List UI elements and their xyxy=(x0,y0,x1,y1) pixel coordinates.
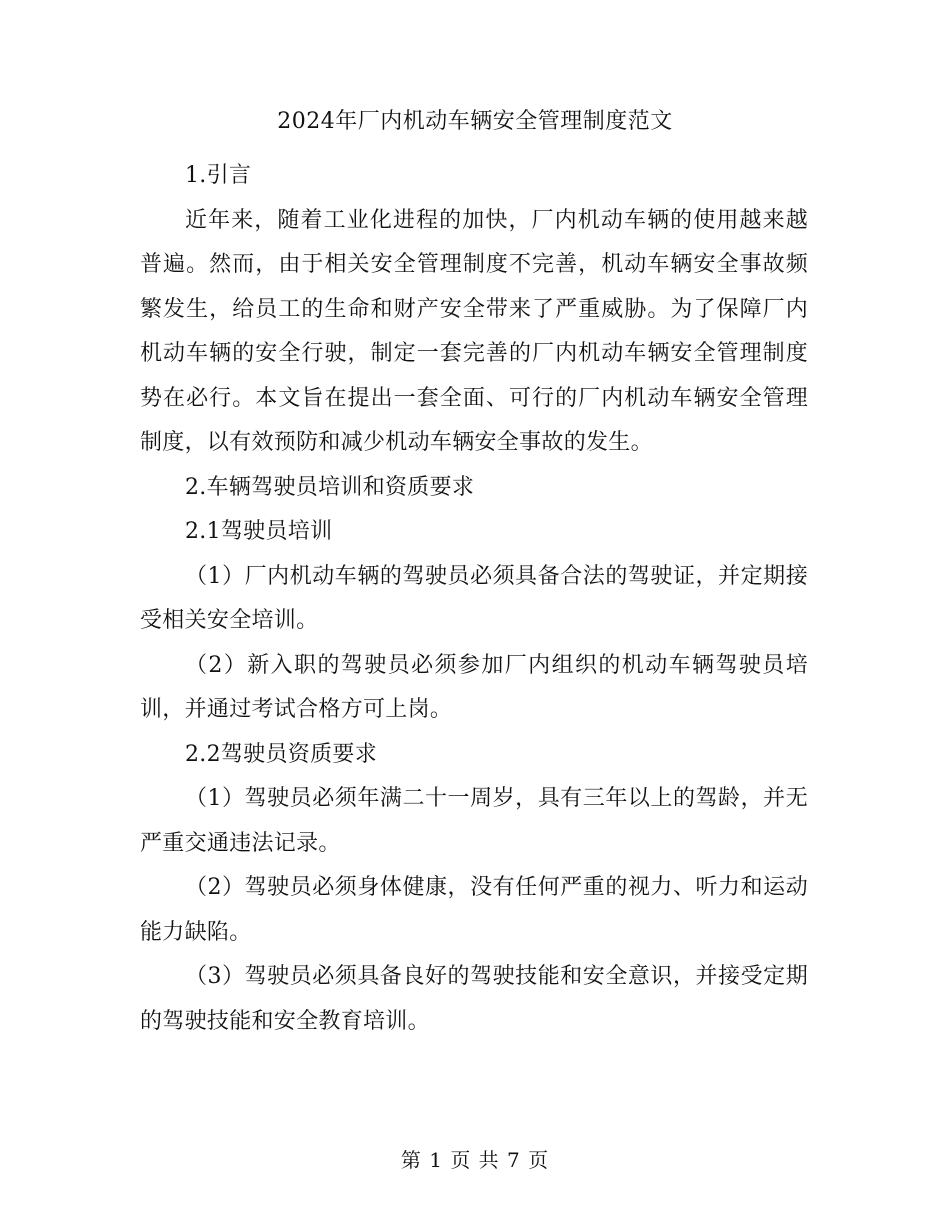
paragraph-introduction: 近年来，随着工业化进程的加快，厂内机动车辆的使用越来越普遍。然而，由于相关安全管理制度不完善，机动车辆安全事故频繁发生，给员工的生命和财产安全带来了严重威胁。为了保障厂内机动车辆的安全行驶，制定一套完善的厂内机动车辆安全管理制度势在必行。本文旨在提出一套全面、可行的厂内机动车辆安全管理制度，以有效预防和减少机动车辆安全事故的发生。 xyxy=(140,207,808,455)
heading-introduction: 1.引言 xyxy=(185,163,252,188)
list-item-training-1: （1）厂内机动车辆的驾驶员必须具备合法的驾驶证，并定期接受相关安全培训。 xyxy=(140,563,808,633)
document-body xyxy=(140,154,808,1044)
document-title: 2024年厂内机动车辆安全管理制度范文 xyxy=(277,109,673,134)
subheading-driver-qualification: 2.2驾驶员资质要求 xyxy=(185,741,377,767)
subheading-driver-training: 2.1驾驶员培训 xyxy=(185,519,333,544)
page-footer: 第 1 页 共 7 页 xyxy=(400,1148,550,1172)
heading-driver-training-qualification: 2.车辆驾驶员培训和资质要求 xyxy=(185,474,475,500)
list-item-qualification-3: （3）驾驶员必须具备良好的驾驶技能和安全意识，并接受定期的驾驶技能和安全教育培训。 xyxy=(140,964,808,1034)
list-item-qualification-1: （1）驾驶员必须年满二十一周岁，具有三年以上的驾龄，并无严重交通违法记录。 xyxy=(140,786,808,856)
list-item-qualification-2: （2）驾驶员必须身体健康，没有任何严重的视力、听力和运动能力缺陷。 xyxy=(140,875,808,945)
list-item-training-2: （2）新入职的驾驶员必须参加厂内组织的机动车辆驾驶员培训，并通过考试合格方可上岗。 xyxy=(140,652,808,722)
